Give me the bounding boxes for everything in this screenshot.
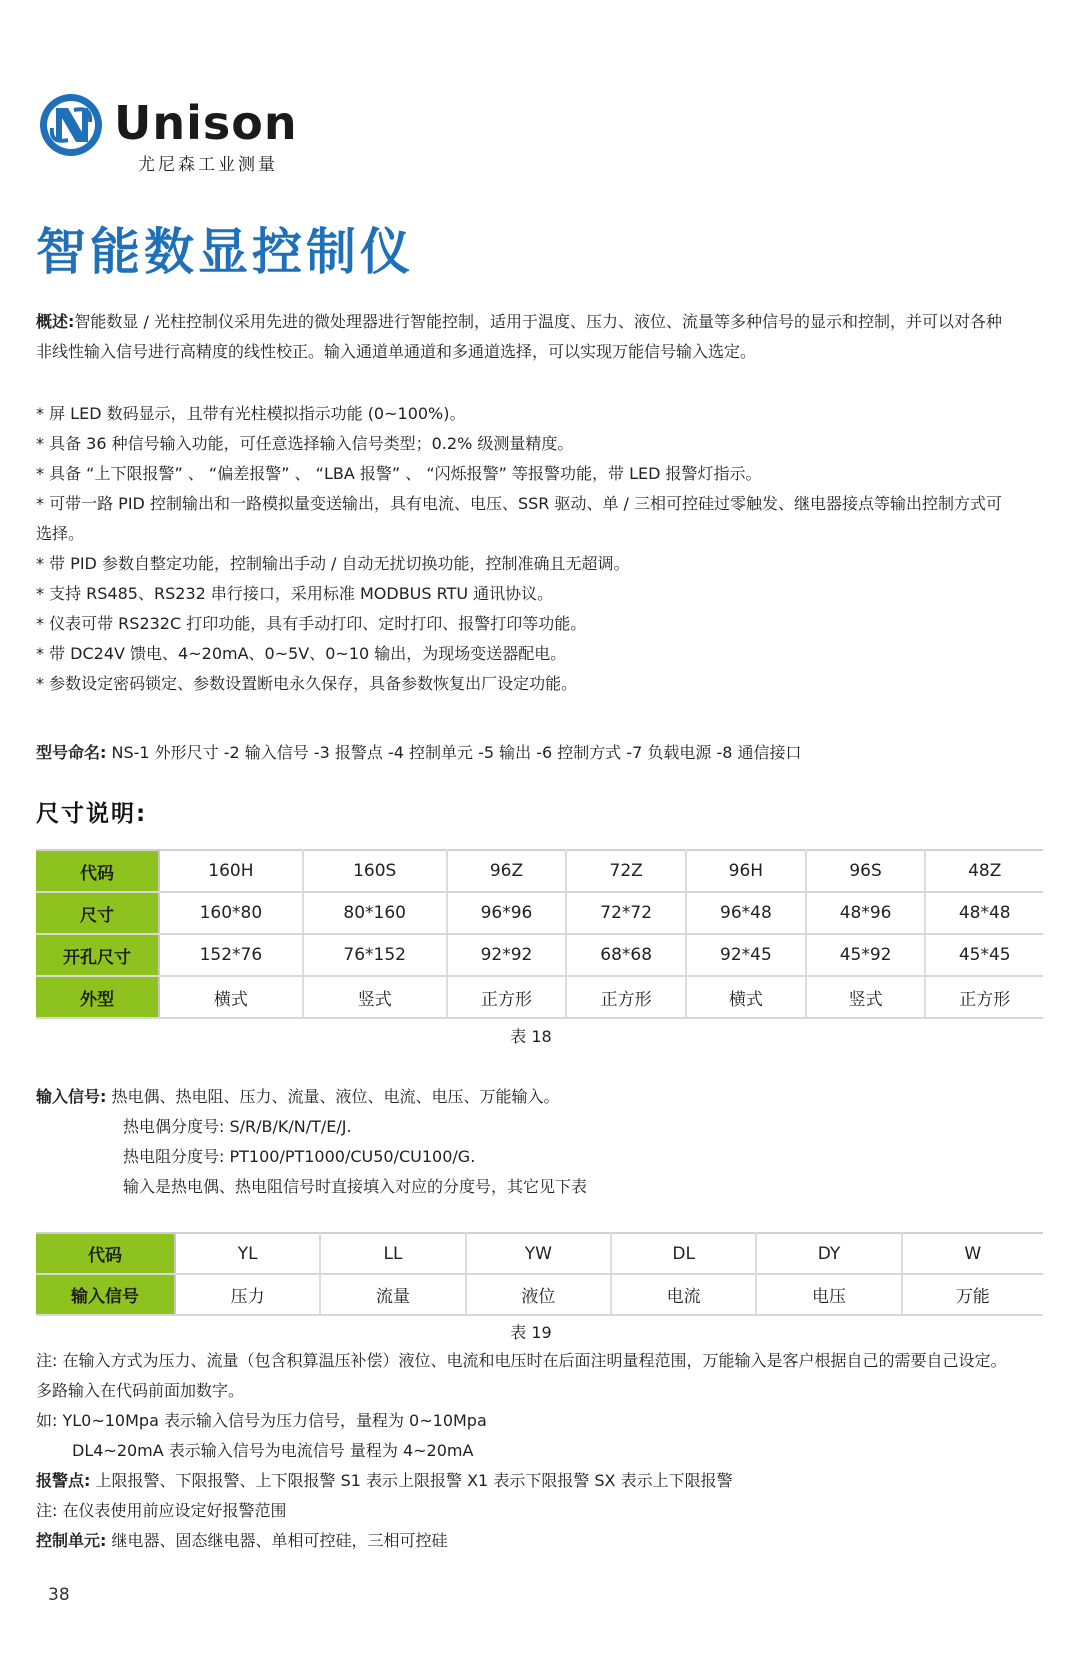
table-header-cell: 代码	[36, 1233, 175, 1274]
table-cell: DY	[756, 1233, 901, 1274]
table-cell: DL	[611, 1233, 756, 1274]
feature-item: * 屏 LED 数码显示，且带有光柱模拟指示功能 (0~100%)。	[36, 404, 466, 423]
table-cell: 45*92	[806, 934, 926, 976]
table-caption: 表 19	[510, 1323, 552, 1342]
alarm-line	[36, 1466, 1021, 1496]
notes-block	[36, 1346, 1021, 1556]
table-cell: 正方形	[447, 976, 567, 1018]
table-cell: 160*80	[159, 892, 303, 934]
alarm-text: 上限报警、下限报警、上下限报警 S1 表示上限报警 X1 表示下限报警 SX 表示上下限报警	[90, 1471, 733, 1490]
table-cell: YW	[466, 1233, 611, 1274]
feature-item: * 仪表可带 RS232C 打印功能，具有手动打印、定时打印、报警打印等功能。	[36, 614, 587, 633]
page-number: 38	[48, 1585, 70, 1605]
model-text: NS-1 外形尺寸 -2 输入信号 -3 报警点 -4 控制单元 -5 输出 -6 控制方式 -7 负载电源 -8 通信接口	[106, 743, 802, 762]
input-signal-note: 输入是热电偶、热电阻信号时直接填入对应的分度号，其它见下表	[123, 1177, 588, 1196]
alarm-note: 注: 在仪表使用前应设定好报警范围	[36, 1501, 287, 1520]
table-header-cell: 外型	[36, 976, 159, 1018]
thermocouple-line: 热电偶分度号: S/R/B/K/N/T/E/J.	[123, 1117, 352, 1136]
feature-item: * 具备 “上下限报警” 、 “偏差报警” 、 “LBA 报警” 、 “闪烁报警” 等报警功能，带 LED 报警灯指示。	[36, 464, 762, 483]
feature-list	[36, 399, 1016, 699]
table-cell: 92*45	[686, 934, 806, 976]
model-naming	[36, 738, 1016, 768]
table-cell: 76*152	[303, 934, 447, 976]
table-cell: 横式	[686, 976, 806, 1018]
table-cell: 96S	[806, 850, 926, 892]
brand-name: Unison	[114, 96, 298, 150]
input-signal-table	[36, 1232, 1043, 1316]
feature-item: * 带 PID 参数自整定功能，控制输出手动 / 自动无扰切换功能，控制准确且无超调。	[36, 554, 630, 573]
feature-item: * 支持 RS485、RS232 串行接口，采用标准 MODBUS RTU 通讯协议。	[36, 584, 554, 603]
overview-text: 智能数显 / 光柱控制仪采用先进的微处理器进行智能控制，适用于温度、压力、液位、流量等多种信号的显示和控制，并可以对各种非线性输入信号进行高精度的线性校正。输入通道单通道和多通道选择，可以实现万能信号输入选定。	[36, 312, 1002, 361]
feature-item: * 带 DC24V 馈电、4~20mA、0~5V、0~10 输出，为现场变送器配电。	[36, 644, 567, 663]
table-row	[36, 976, 1043, 1018]
unison-logo	[38, 92, 298, 175]
table-cell: 横式	[159, 976, 303, 1018]
unison-emblem-icon	[38, 92, 104, 158]
table-row	[36, 1274, 1043, 1315]
table-row	[36, 934, 1043, 976]
table-caption: 表 18	[510, 1027, 552, 1046]
control-unit-label: 控制单元:	[36, 1531, 107, 1550]
alarm-label: 报警点:	[36, 1471, 91, 1490]
table-cell: 竖式	[806, 976, 926, 1018]
control-unit-line	[36, 1526, 1021, 1556]
brand-chinese-name: 尤尼森工业测量	[138, 155, 278, 175]
input-signal-label: 输入信号:	[36, 1087, 107, 1106]
table-cell: 160S	[303, 850, 447, 892]
table-cell: 152*76	[159, 934, 303, 976]
table-header-cell: 开孔尺寸	[36, 934, 159, 976]
input-signal-details	[123, 1112, 1023, 1202]
example-line: DL4~20mA 表示输入信号为电流信号 量程为 4~20mA	[72, 1441, 474, 1460]
table-cell: YL	[175, 1233, 320, 1274]
model-label: 型号命名:	[36, 743, 107, 762]
page-title: 智能数显控制仪	[36, 223, 414, 281]
table-cell: 160H	[159, 850, 303, 892]
table-cell: 72Z	[566, 850, 686, 892]
table-cell: 竖式	[303, 976, 447, 1018]
table-cell: 68*68	[566, 934, 686, 976]
feature-item: * 参数设定密码锁定、参数设置断电永久保存，具备参数恢复出厂设定功能。	[36, 674, 578, 693]
table-cell: 96H	[686, 850, 806, 892]
table-cell: 电压	[756, 1274, 901, 1315]
table-header-cell: 输入信号	[36, 1274, 175, 1315]
feature-item: * 具备 36 种信号输入功能，可任意选择输入信号类型；0.2% 级测量精度。	[36, 434, 574, 453]
table-cell: W	[902, 1233, 1043, 1274]
overview-paragraph	[36, 307, 1016, 367]
feature-item: * 可带一路 PID 控制输出和一路模拟量变送输出，具有电流、电压、SSR 驱动、单 / 三相可控硅过零触发、继电器接点等输出控制方式可选择。	[36, 494, 1003, 543]
rtd-line: 热电阻分度号: PT100/PT1000/CU50/CU100/G.	[123, 1147, 476, 1166]
table-cell: 96Z	[447, 850, 567, 892]
table-cell: 96*96	[447, 892, 567, 934]
table-cell: 正方形	[566, 976, 686, 1018]
overview-label: 概述:	[36, 312, 75, 331]
table-row	[36, 850, 1043, 892]
table-cell: 48*48	[925, 892, 1043, 934]
table-header-cell: 代码	[36, 850, 159, 892]
table-cell: 压力	[175, 1274, 320, 1315]
table-cell: 电流	[611, 1274, 756, 1315]
example-line: 如: YL0~10Mpa 表示输入信号为压力信号，量程为 0~10Mpa	[36, 1411, 487, 1430]
table-cell: 液位	[466, 1274, 611, 1315]
table-cell: 96*48	[686, 892, 806, 934]
dimension-heading: 尺寸说明:	[36, 801, 148, 827]
table-cell: 92*92	[447, 934, 567, 976]
table-row	[36, 1233, 1043, 1274]
table-cell: 48Z	[925, 850, 1043, 892]
input-signal-text: 热电偶、热电阻、压力、流量、液位、电流、电压、万能输入。	[106, 1087, 560, 1106]
table-cell: 80*160	[303, 892, 447, 934]
table-cell: 万能	[902, 1274, 1043, 1315]
table-cell: 72*72	[566, 892, 686, 934]
table-cell: 流量	[320, 1274, 465, 1315]
table-cell: 正方形	[925, 976, 1043, 1018]
dimension-table	[36, 849, 1043, 1019]
table-row	[36, 892, 1043, 934]
input-signal-line	[36, 1082, 1016, 1112]
range-note: 注: 在输入方式为压力、流量（包含积算温压补偿）液位、电流和电压时在后面注明量程范围，万能输入是客户根据自己的需要自己设定。多路输入在代码前面加数字。	[36, 1351, 1007, 1400]
table-cell: 45*45	[925, 934, 1043, 976]
control-unit-text: 继电器、固态继电器、单相可控硅，三相可控硅	[106, 1531, 448, 1550]
table-cell: 48*96	[806, 892, 926, 934]
table-header-cell: 尺寸	[36, 892, 159, 934]
table-cell: LL	[320, 1233, 465, 1274]
